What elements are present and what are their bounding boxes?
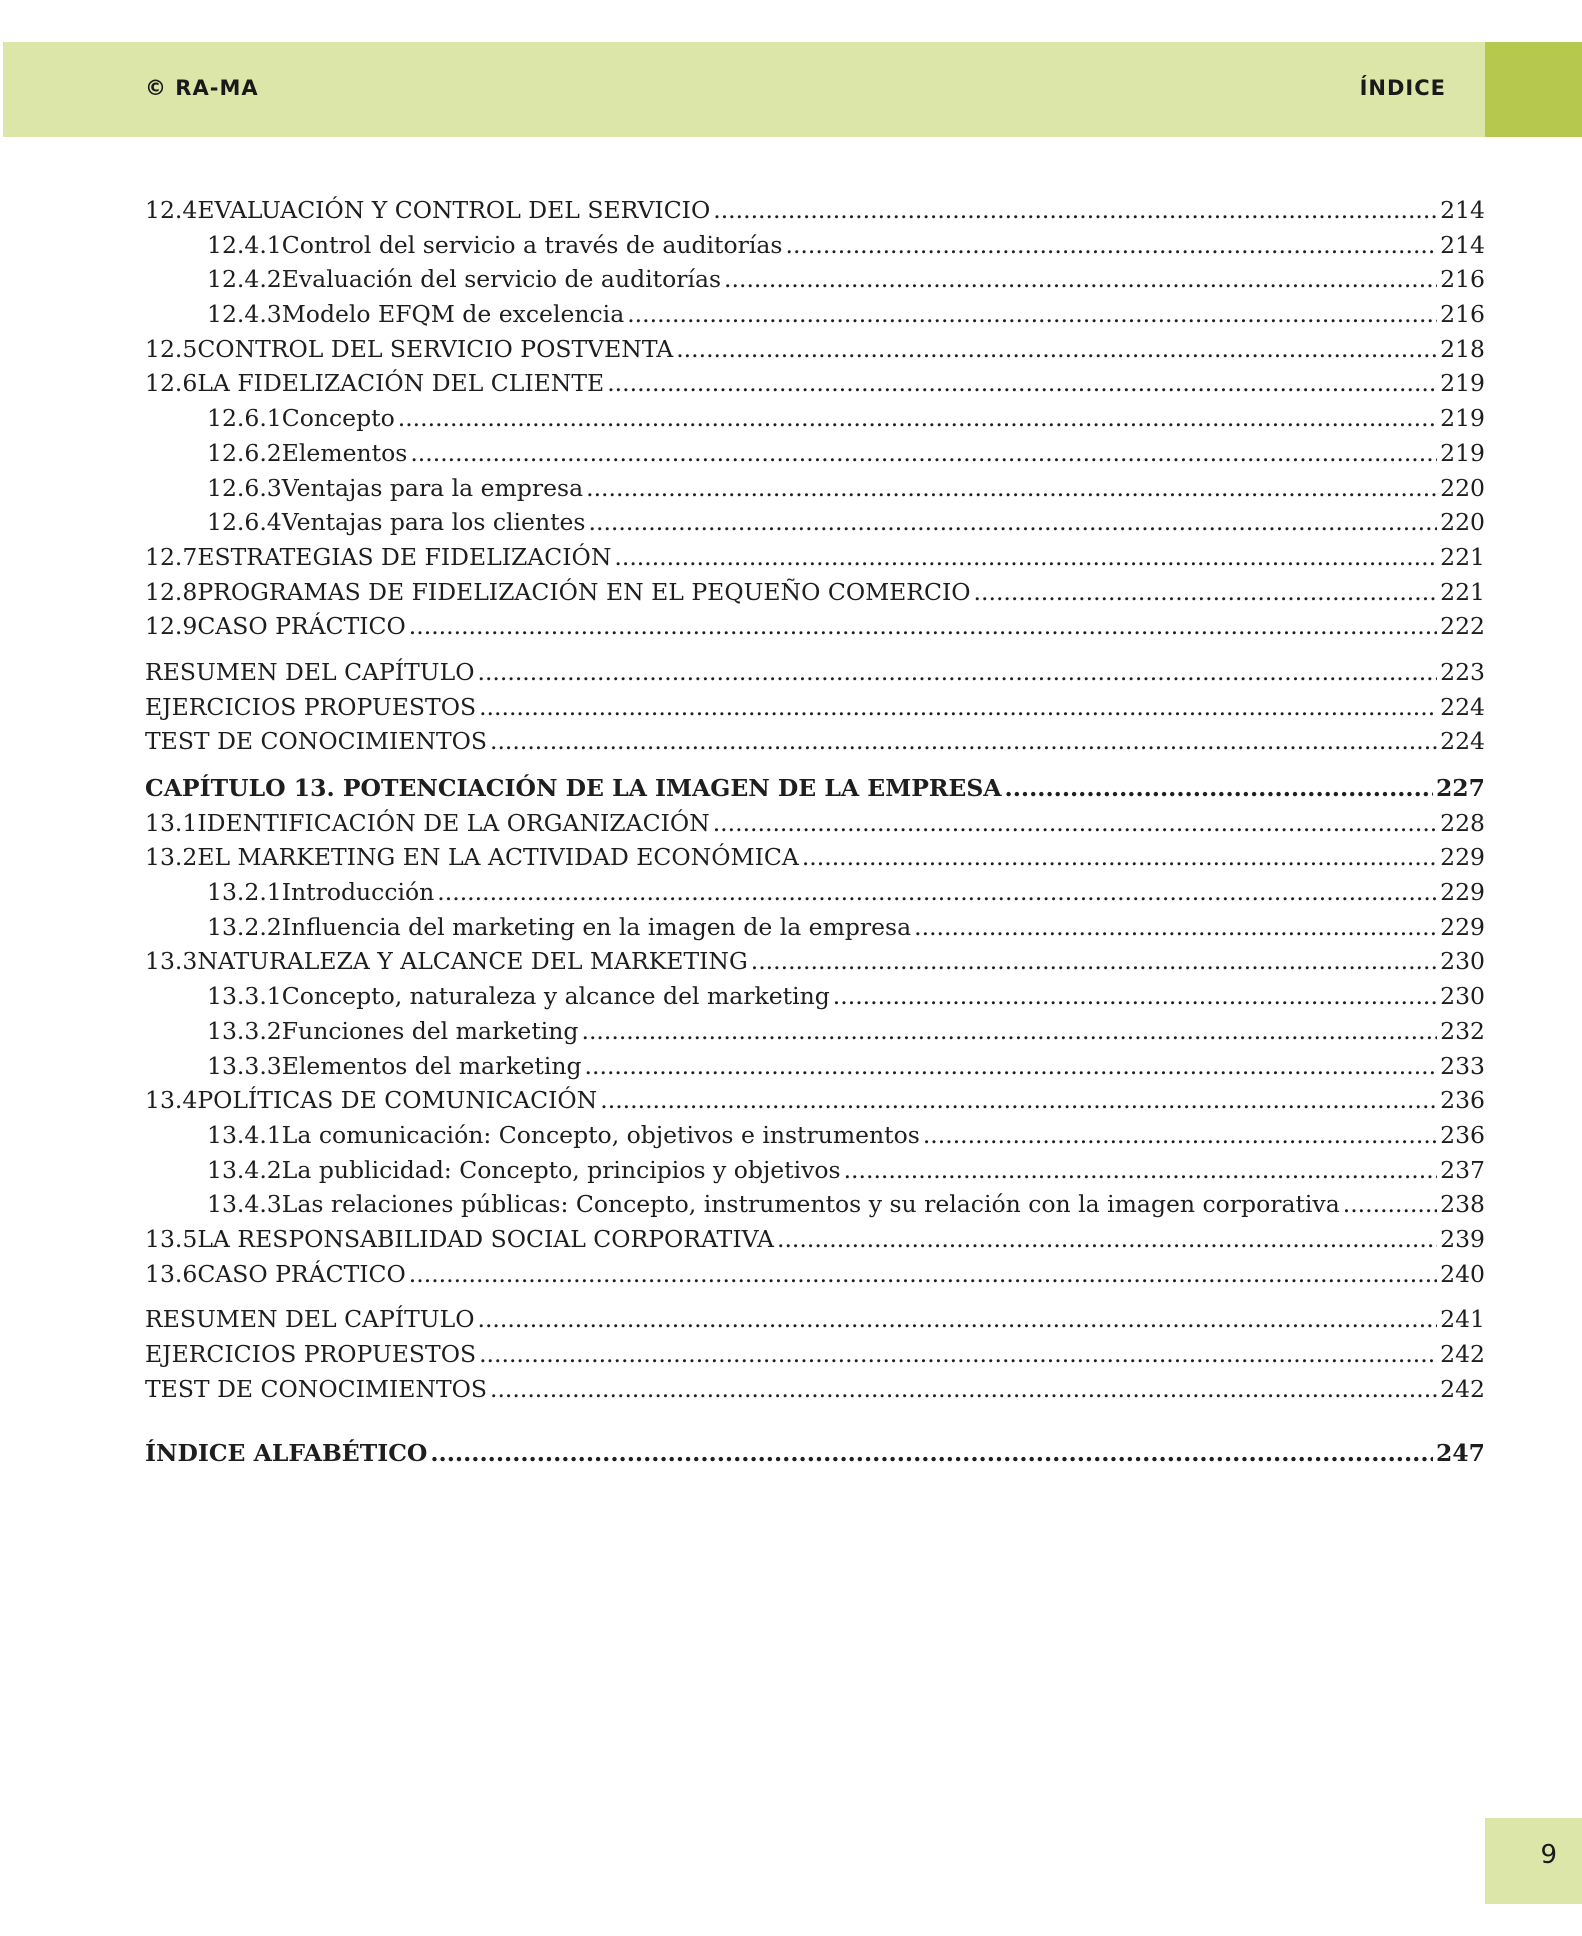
dot-leader bbox=[477, 1302, 1437, 1337]
toc-entry bbox=[145, 1049, 1485, 1084]
dot-leader bbox=[724, 262, 1437, 297]
dot-leader bbox=[974, 575, 1438, 610]
toc-entry bbox=[145, 1014, 1485, 1049]
toc-entry-number: 13.2 bbox=[145, 843, 198, 872]
toc-entry bbox=[145, 1257, 1485, 1292]
toc-entry-title: CASO PRÁCTICO bbox=[197, 612, 406, 641]
dot-leader bbox=[430, 1436, 1433, 1471]
toc-entry-number: 12.6.3 bbox=[207, 473, 282, 502]
toc-entry-page: 220 bbox=[1440, 508, 1485, 537]
dot-leader bbox=[581, 1014, 1437, 1049]
toc-entry-number: 12.7 bbox=[145, 542, 198, 571]
toc-entry-title: EL MARKETING EN LA ACTIVIDAD ECONÓMICA bbox=[197, 843, 799, 872]
toc-entry-page: 230 bbox=[1440, 947, 1485, 976]
toc-entry-number: 12.4.3 bbox=[207, 300, 282, 329]
toc-entry-page: 218 bbox=[1440, 334, 1485, 363]
toc-entry bbox=[145, 540, 1485, 575]
toc-entry-title: EVALUACIÓN Y CONTROL DEL SERVICIO bbox=[197, 196, 711, 224]
dot-leader bbox=[437, 875, 1437, 910]
dot-leader bbox=[923, 1118, 1437, 1153]
toc-entry-number: 12.9 bbox=[145, 612, 198, 641]
toc-entry-page: 220 bbox=[1440, 473, 1485, 502]
toc-entry-page: 224 bbox=[1440, 727, 1485, 756]
toc-entry-number: 12.6.4 bbox=[207, 508, 282, 537]
dot-leader bbox=[409, 1257, 1437, 1292]
toc-entry-title: POLÍTICAS DE COMUNICACIÓN bbox=[197, 1086, 598, 1115]
toc-entry bbox=[145, 1302, 1485, 1337]
toc-entry-page: 223 bbox=[1440, 657, 1485, 686]
toc-entry bbox=[145, 505, 1485, 540]
toc-entry-page: 219 bbox=[1440, 369, 1485, 398]
toc-entry-number: 13.3.3 bbox=[207, 1051, 282, 1080]
toc-entry-title: ÍNDICE ALFABÉTICO bbox=[145, 1439, 428, 1468]
dot-leader bbox=[585, 1049, 1438, 1084]
toc-entry-page: 219 bbox=[1440, 438, 1485, 467]
toc-entry-page: 237 bbox=[1440, 1155, 1485, 1184]
toc-entry-title: La comunicación: Concepto, objetivos e instrumentos bbox=[281, 1120, 920, 1149]
dot-leader bbox=[777, 1222, 1437, 1257]
toc-entry-page: 233 bbox=[1440, 1051, 1485, 1080]
toc-entry-page: 222 bbox=[1440, 612, 1485, 641]
toc-entry-number: 12.4.2 bbox=[207, 265, 282, 294]
toc-entry-title: Funciones del marketing bbox=[281, 1016, 579, 1045]
toc-entry-page: 230 bbox=[1440, 982, 1485, 1011]
toc-entry-page: 232 bbox=[1440, 1016, 1485, 1045]
toc-entry-title: Ventajas para la empresa bbox=[281, 473, 584, 502]
toc-entry-page: 240 bbox=[1440, 1259, 1485, 1288]
page-number: 9 bbox=[1540, 1840, 1557, 1870]
toc-entry bbox=[145, 944, 1485, 979]
toc-entry bbox=[145, 193, 1485, 228]
dot-leader bbox=[1005, 771, 1433, 806]
toc-entry bbox=[145, 979, 1485, 1014]
dot-leader bbox=[490, 1372, 1437, 1407]
toc-entry-number: 12.4.1 bbox=[207, 230, 282, 259]
toc-entry-number: 13.3.1 bbox=[207, 982, 282, 1011]
toc-entry-title: IDENTIFICACIÓN DE LA ORGANIZACIÓN bbox=[197, 808, 710, 837]
toc-entry bbox=[145, 471, 1485, 506]
toc-entry-page: 236 bbox=[1440, 1120, 1485, 1149]
toc-entry bbox=[145, 436, 1485, 471]
toc-entry-title: Elementos bbox=[281, 438, 408, 467]
toc-entry bbox=[145, 228, 1485, 263]
toc-entry-title: CONTROL DEL SERVICIO POSTVENTA bbox=[197, 334, 674, 363]
toc-entry-page: 241 bbox=[1440, 1305, 1485, 1334]
toc-entry-page: 221 bbox=[1440, 577, 1485, 606]
dot-leader bbox=[676, 332, 1437, 367]
toc-entry-title: TEST DE CONOCIMIENTOS bbox=[145, 727, 487, 756]
toc-entry-page: 238 bbox=[1440, 1190, 1485, 1219]
section-title: ÍNDICE bbox=[1359, 76, 1446, 100]
toc-entry-page: 229 bbox=[1440, 878, 1485, 907]
dot-leader bbox=[751, 944, 1437, 979]
toc-entry-number: 13.4.3 bbox=[207, 1190, 282, 1219]
toc-entry-title: Las relaciones públicas: Concepto, instrumentos y su relación con la imagen corporativa bbox=[281, 1190, 1340, 1219]
toc-entry-number: 12.4 bbox=[145, 196, 198, 224]
publisher-label: © RA-MA bbox=[145, 76, 259, 100]
toc-entry-number: 13.2.1 bbox=[207, 878, 282, 907]
toc-entry-title: CASO PRÁCTICO bbox=[197, 1259, 406, 1288]
toc-entry bbox=[145, 771, 1485, 806]
dot-leader bbox=[479, 1337, 1437, 1372]
toc-entry-page: 242 bbox=[1440, 1374, 1485, 1403]
toc-entry-number: 13.2.2 bbox=[207, 912, 282, 941]
toc-entry bbox=[145, 332, 1485, 367]
dot-leader bbox=[600, 1083, 1437, 1118]
dot-leader bbox=[802, 840, 1437, 875]
toc-entry bbox=[145, 875, 1485, 910]
toc-entry-page: 227 bbox=[1435, 774, 1485, 802]
toc-entry-number: 13.4.1 bbox=[207, 1120, 282, 1149]
toc-entry-page: 247 bbox=[1435, 1439, 1485, 1468]
toc-entry-title: RESUMEN DEL CAPÍTULO bbox=[145, 1305, 475, 1334]
toc-entry-page: 236 bbox=[1440, 1086, 1485, 1115]
dot-leader bbox=[589, 505, 1438, 540]
toc-entry-title: PROGRAMAS DE FIDELIZACIÓN EN EL PEQUEÑO COMERCIO bbox=[197, 577, 971, 606]
toc-entry bbox=[145, 1083, 1485, 1118]
toc-entry-number: 13.6 bbox=[145, 1259, 198, 1288]
toc-entry-page: 214 bbox=[1440, 230, 1485, 259]
dot-leader bbox=[914, 910, 1437, 945]
toc-entry bbox=[145, 262, 1485, 297]
toc-entry bbox=[145, 297, 1485, 332]
toc-entry-title: LA FIDELIZACIÓN DEL CLIENTE bbox=[197, 369, 605, 398]
toc-entry-title: EJERCICIOS PROPUESTOS bbox=[145, 692, 477, 721]
toc-entry-number: 12.6.2 bbox=[207, 438, 282, 467]
toc-entry bbox=[145, 1118, 1485, 1153]
toc-entry bbox=[145, 806, 1485, 841]
table-of-contents bbox=[145, 193, 1485, 1471]
toc-entry bbox=[145, 609, 1485, 644]
toc-entry-page: 219 bbox=[1440, 404, 1485, 433]
header-accent-block bbox=[1485, 42, 1582, 137]
toc-entry bbox=[145, 690, 1485, 725]
toc-entry bbox=[145, 1153, 1485, 1188]
dot-leader bbox=[586, 471, 1437, 506]
toc-entry-page: 221 bbox=[1440, 542, 1485, 571]
toc-entry-page: 229 bbox=[1440, 843, 1485, 872]
toc-entry-title: Concepto, naturaleza y alcance del marketing bbox=[281, 982, 830, 1011]
toc-entry-number: 13.1 bbox=[145, 808, 198, 837]
toc-entry bbox=[145, 655, 1485, 690]
dot-leader bbox=[614, 540, 1437, 575]
dot-leader bbox=[785, 228, 1437, 263]
toc-entry-title: Elementos del marketing bbox=[281, 1051, 582, 1080]
dot-leader bbox=[409, 609, 1437, 644]
toc-entry-number: 13.5 bbox=[145, 1224, 198, 1253]
toc-entry-page: 239 bbox=[1440, 1224, 1485, 1253]
dot-leader bbox=[398, 401, 1437, 436]
toc-entry-title: Influencia del marketing en la imagen de la empresa bbox=[281, 912, 912, 941]
toc-entry-title: Modelo EFQM de excelencia bbox=[281, 300, 625, 329]
toc-entry bbox=[145, 840, 1485, 875]
dot-leader bbox=[627, 297, 1437, 332]
dot-leader bbox=[844, 1153, 1438, 1188]
toc-entry bbox=[145, 1222, 1485, 1257]
toc-entry-number: 13.4.2 bbox=[207, 1155, 282, 1184]
toc-entry-page: 214 bbox=[1440, 196, 1485, 224]
dot-leader bbox=[477, 655, 1437, 690]
toc-entry-page: 228 bbox=[1440, 808, 1485, 837]
toc-entry-title: Concepto bbox=[281, 404, 395, 433]
toc-entry-page: 216 bbox=[1440, 300, 1485, 329]
toc-entry bbox=[145, 1337, 1485, 1372]
toc-entry-number: 13.3 bbox=[145, 947, 198, 976]
toc-entry-number: 13.4 bbox=[145, 1086, 198, 1115]
toc-entry-title: TEST DE CONOCIMIENTOS bbox=[145, 1374, 487, 1403]
toc-entry-number: 12.6.1 bbox=[207, 404, 282, 433]
toc-entry bbox=[145, 724, 1485, 759]
toc-entry-title: LA RESPONSABILIDAD SOCIAL CORPORATIVA bbox=[197, 1224, 774, 1253]
toc-entry-title: RESUMEN DEL CAPÍTULO bbox=[145, 657, 475, 686]
toc-entry-number: 12.5 bbox=[145, 334, 198, 363]
toc-entry bbox=[145, 910, 1485, 945]
dot-leader bbox=[713, 193, 1437, 228]
dot-leader bbox=[713, 806, 1437, 841]
toc-entry bbox=[145, 1372, 1485, 1407]
toc-entry-title: ESTRATEGIAS DE FIDELIZACIÓN bbox=[197, 542, 612, 571]
toc-entry bbox=[145, 575, 1485, 610]
toc-entry-title: NATURALEZA Y ALCANCE DEL MARKETING bbox=[197, 947, 748, 976]
toc-entry bbox=[145, 1187, 1485, 1222]
toc-entry bbox=[145, 1436, 1485, 1471]
dot-leader bbox=[410, 436, 1437, 471]
dot-leader bbox=[479, 690, 1437, 725]
toc-entry-title: Introducción bbox=[281, 878, 435, 907]
toc-entry-number: 12.6 bbox=[145, 369, 198, 398]
dot-leader bbox=[607, 366, 1437, 401]
toc-entry-title: La publicidad: Concepto, principios y objetivos bbox=[281, 1155, 841, 1184]
toc-entry-number: 13.3.2 bbox=[207, 1016, 282, 1045]
dot-leader bbox=[1343, 1187, 1437, 1222]
toc-entry-title: EJERCICIOS PROPUESTOS bbox=[145, 1340, 477, 1368]
dot-leader bbox=[490, 724, 1437, 759]
toc-entry bbox=[145, 401, 1485, 436]
toc-entry-title: Control del servicio a través de auditorías bbox=[281, 230, 783, 259]
toc-entry-page: 242 bbox=[1440, 1340, 1485, 1368]
toc-entry-number: 12.8 bbox=[145, 577, 198, 606]
toc-entry bbox=[145, 366, 1485, 401]
toc-entry-title: Evaluación del servicio de auditorías bbox=[281, 265, 722, 294]
toc-entry-title: Ventajas para los clientes bbox=[281, 508, 586, 537]
toc-entry-page: 216 bbox=[1440, 265, 1485, 294]
dot-leader bbox=[833, 979, 1437, 1014]
toc-entry-title: CAPÍTULO 13. POTENCIACIÓN DE LA IMAGEN DE LA EMPRESA bbox=[145, 774, 1002, 802]
page-number-box bbox=[1485, 1818, 1582, 1904]
toc-entry-page: 224 bbox=[1440, 692, 1485, 721]
toc-entry-page: 229 bbox=[1440, 912, 1485, 941]
